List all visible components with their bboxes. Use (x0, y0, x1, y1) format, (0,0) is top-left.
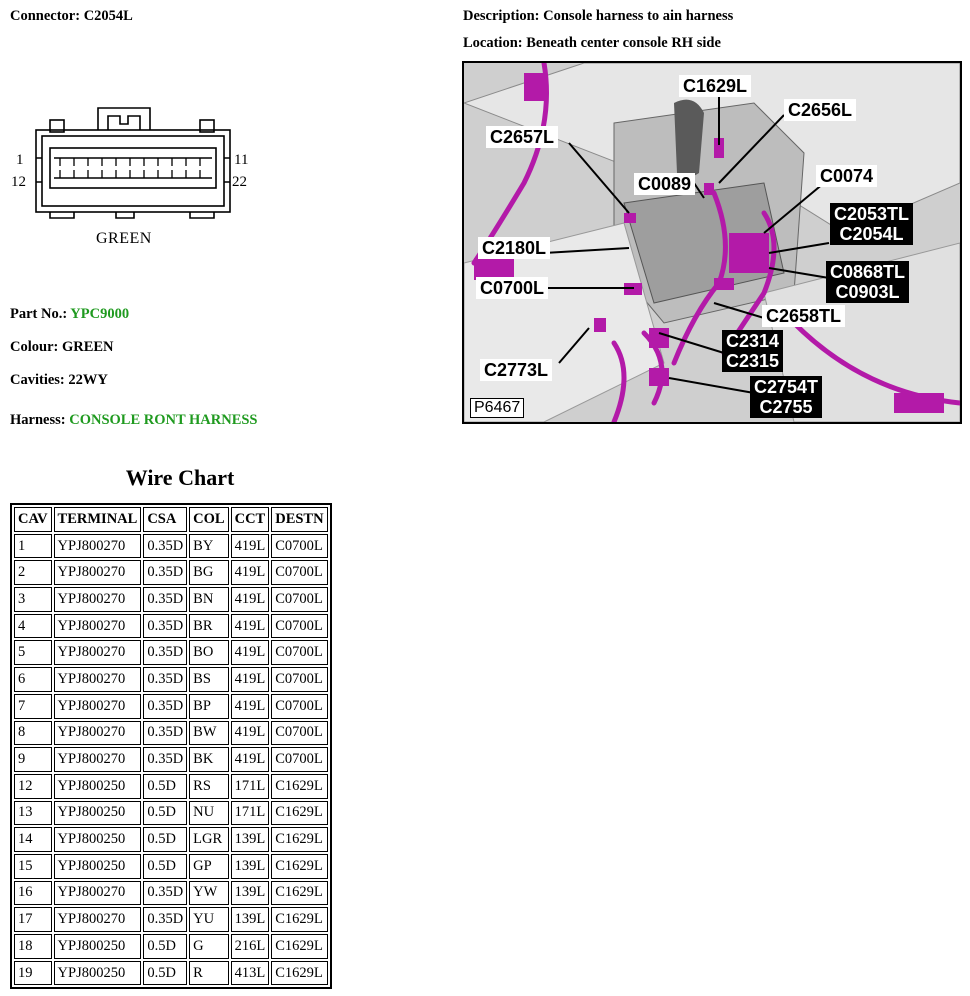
table-cell: 0.35D (143, 694, 187, 719)
callout-c2315: C2315 (726, 351, 780, 371)
table-cell: YPJ800250 (54, 961, 142, 986)
table-cell: YPJ800250 (54, 774, 142, 799)
table-cell: 0.35D (143, 640, 187, 665)
table-cell: 171L (231, 774, 270, 799)
table-row (14, 881, 328, 906)
table-cell: C1629L (271, 854, 327, 879)
callout-c1629l: C1629L (679, 75, 751, 97)
table-cell: 419L (231, 560, 270, 585)
pin-label-12: 12 (11, 174, 26, 190)
table-cell: 419L (231, 721, 270, 746)
table-cell: C1629L (271, 907, 327, 932)
table-row (14, 801, 328, 826)
table-cell: C0700L (271, 721, 327, 746)
table-cell: YW (189, 881, 228, 906)
table-cell: 139L (231, 881, 270, 906)
column-header: CAV (14, 507, 52, 532)
table-cell: 0.5D (143, 854, 187, 879)
column-header: COL (189, 507, 228, 532)
table-cell: YPJ800270 (54, 907, 142, 932)
table-cell: 0.5D (143, 961, 187, 986)
table-cell: BS (189, 667, 228, 692)
table-row (14, 774, 328, 799)
wire-chart-table (10, 503, 332, 989)
table-cell: 13 (14, 801, 52, 826)
table-cell: 0.5D (143, 801, 187, 826)
wire-chart-body (14, 534, 328, 986)
table-row (14, 934, 328, 959)
callout-c0074: C0074 (816, 165, 877, 187)
table-cell: BG (189, 560, 228, 585)
location-photo (462, 61, 962, 424)
pin-label-1: 1 (16, 152, 24, 168)
colour-value: GREEN (61, 339, 114, 355)
callout-c2180l: C2180L (478, 237, 550, 259)
table-cell: YPJ800270 (54, 721, 142, 746)
table-cell: 413L (231, 961, 270, 986)
wire-chart-header-row (14, 507, 328, 532)
table-cell: 419L (231, 614, 270, 639)
table-cell: 6 (14, 667, 52, 692)
cavities-value: 22WY (68, 372, 108, 388)
table-cell: 1 (14, 534, 52, 559)
table-cell: GP (189, 854, 228, 879)
callout-c2053tl-c2054l (830, 203, 913, 245)
location-field (463, 35, 721, 52)
column-header: DESTN (271, 507, 327, 532)
table-cell: 0.35D (143, 747, 187, 772)
callout-c0903l: C0903L (835, 282, 900, 302)
table-cell: BW (189, 721, 228, 746)
table-cell: YU (189, 907, 228, 932)
column-header: CSA (143, 507, 187, 532)
table-cell: BK (189, 747, 228, 772)
table-cell: 0.5D (143, 827, 187, 852)
cavities-label: Cavities: (10, 372, 65, 388)
callout-c2314-c2315 (722, 330, 783, 372)
table-cell: 419L (231, 640, 270, 665)
table-row (14, 560, 328, 585)
connector-colour-label: GREEN (96, 230, 152, 247)
callout-c2658tl: C2658TL (762, 305, 845, 327)
connector-outline (10, 100, 260, 250)
table-cell: 0.35D (143, 907, 187, 932)
table-cell: 4 (14, 614, 52, 639)
table-cell: C0700L (271, 747, 327, 772)
column-header: CCT (231, 507, 270, 532)
table-cell: C1629L (271, 961, 327, 986)
table-cell: LGR (189, 827, 228, 852)
connector-label: Connector: (10, 8, 81, 24)
table-cell: YPJ800270 (54, 534, 142, 559)
table-row (14, 667, 328, 692)
part-number-label: Part No.: (10, 306, 68, 322)
table-cell: 139L (231, 907, 270, 932)
table-cell: 0.5D (143, 774, 187, 799)
table-cell: YPJ800270 (54, 614, 142, 639)
table-cell: C0700L (271, 560, 327, 585)
table-cell: 15 (14, 854, 52, 879)
connector-value: C2054L (83, 8, 133, 24)
harness-label: Harness: (10, 412, 66, 428)
callout-c0700l: C0700L (476, 277, 548, 299)
photo-reference-id: P6467 (470, 398, 524, 418)
table-cell: 419L (231, 587, 270, 612)
table-cell: 171L (231, 801, 270, 826)
callout-c2754t-c2755 (750, 376, 822, 418)
table-cell: 14 (14, 827, 52, 852)
table-cell: C0700L (271, 667, 327, 692)
table-row (14, 640, 328, 665)
table-cell: 419L (231, 694, 270, 719)
table-cell: C0700L (271, 534, 327, 559)
table-row (14, 854, 328, 879)
callout-c2755: C2755 (759, 397, 813, 417)
table-row (14, 907, 328, 932)
table-cell: 17 (14, 907, 52, 932)
callout-c2053tl: C2053TL (834, 204, 910, 224)
wire-chart-title: Wire Chart (125, 465, 235, 490)
table-cell: BP (189, 694, 228, 719)
table-cell: 0.35D (143, 534, 187, 559)
table-cell: 19 (14, 961, 52, 986)
table-cell: C1629L (271, 801, 327, 826)
pin-label-11: 11 (234, 152, 249, 168)
table-cell: C1629L (271, 881, 327, 906)
cavities-field (10, 372, 108, 389)
table-cell: C0700L (271, 694, 327, 719)
table-cell: C0700L (271, 640, 327, 665)
colour-label: Colour: (10, 339, 59, 355)
table-cell: BN (189, 587, 228, 612)
callout-c2754t: C2754T (754, 377, 819, 397)
colour-field (10, 339, 114, 356)
table-cell: YPJ800270 (54, 747, 142, 772)
harness-field (10, 412, 258, 429)
table-cell: 18 (14, 934, 52, 959)
callout-c0868tl: C0868TL (830, 262, 906, 282)
callout-c2656l: C2656L (784, 99, 856, 121)
table-cell: 8 (14, 721, 52, 746)
table-cell: C0700L (271, 587, 327, 612)
table-cell: C1629L (271, 774, 327, 799)
callout-c2657l: C2657L (486, 126, 558, 148)
table-cell: 0.35D (143, 721, 187, 746)
table-cell: 0.5D (143, 934, 187, 959)
table-cell: BR (189, 614, 228, 639)
table-row (14, 827, 328, 852)
table-cell: RS (189, 774, 228, 799)
table-cell: 0.35D (143, 614, 187, 639)
table-row (14, 614, 328, 639)
table-row (14, 747, 328, 772)
table-cell: 0.35D (143, 881, 187, 906)
table-cell: YPJ800250 (54, 934, 142, 959)
table-cell: 16 (14, 881, 52, 906)
table-cell: YPJ800250 (54, 827, 142, 852)
table-row (14, 694, 328, 719)
table-cell: 3 (14, 587, 52, 612)
callout-c0868tl-c0903l (826, 261, 909, 303)
table-cell: NU (189, 801, 228, 826)
table-cell: C1629L (271, 934, 327, 959)
table-cell: YPJ800270 (54, 694, 142, 719)
table-cell: 0.35D (143, 560, 187, 585)
connector-face-diagram (10, 100, 260, 250)
part-number-value: YPC9000 (70, 306, 130, 322)
callout-c0089: C0089 (634, 173, 695, 195)
table-cell: C1629L (271, 827, 327, 852)
table-cell: 139L (231, 827, 270, 852)
callout-c2054l: C2054L (839, 224, 904, 244)
table-cell: YPJ800250 (54, 854, 142, 879)
pin-label-22: 22 (232, 174, 247, 190)
table-cell: 0.35D (143, 587, 187, 612)
column-header: TERMINAL (54, 507, 142, 532)
table-cell: 419L (231, 667, 270, 692)
part-number-field (10, 306, 129, 323)
table-row (14, 534, 328, 559)
table-cell: 419L (231, 534, 270, 559)
connector-field (10, 8, 133, 25)
table-row (14, 961, 328, 986)
table-cell: 5 (14, 640, 52, 665)
description-value: Console harness to ain harness (543, 8, 734, 24)
callout-c2314: C2314 (726, 331, 780, 351)
table-cell: 419L (231, 747, 270, 772)
table-cell: YPJ800250 (54, 801, 142, 826)
table-cell: 9 (14, 747, 52, 772)
callout-c2773l: C2773L (480, 359, 552, 381)
table-cell: 12 (14, 774, 52, 799)
table-cell: 216L (231, 934, 270, 959)
description-field (463, 8, 733, 25)
table-cell: YPJ800270 (54, 640, 142, 665)
table-cell: 7 (14, 694, 52, 719)
table-cell: YPJ800270 (54, 667, 142, 692)
location-label: Location: (463, 35, 523, 51)
table-cell: YPJ800270 (54, 560, 142, 585)
table-cell: R (189, 961, 228, 986)
harness-value: CONSOLE RONT HARNESS (69, 412, 258, 428)
table-row (14, 587, 328, 612)
description-label: Description: (463, 8, 540, 24)
table-cell: G (189, 934, 228, 959)
table-cell: BO (189, 640, 228, 665)
table-cell: 0.35D (143, 667, 187, 692)
location-value: Beneath center console RH side (526, 35, 721, 51)
table-cell: 2 (14, 560, 52, 585)
table-row (14, 721, 328, 746)
table-cell: C0700L (271, 614, 327, 639)
table-cell: BY (189, 534, 228, 559)
table-cell: 139L (231, 854, 270, 879)
table-cell: YPJ800270 (54, 587, 142, 612)
table-cell: YPJ800270 (54, 881, 142, 906)
